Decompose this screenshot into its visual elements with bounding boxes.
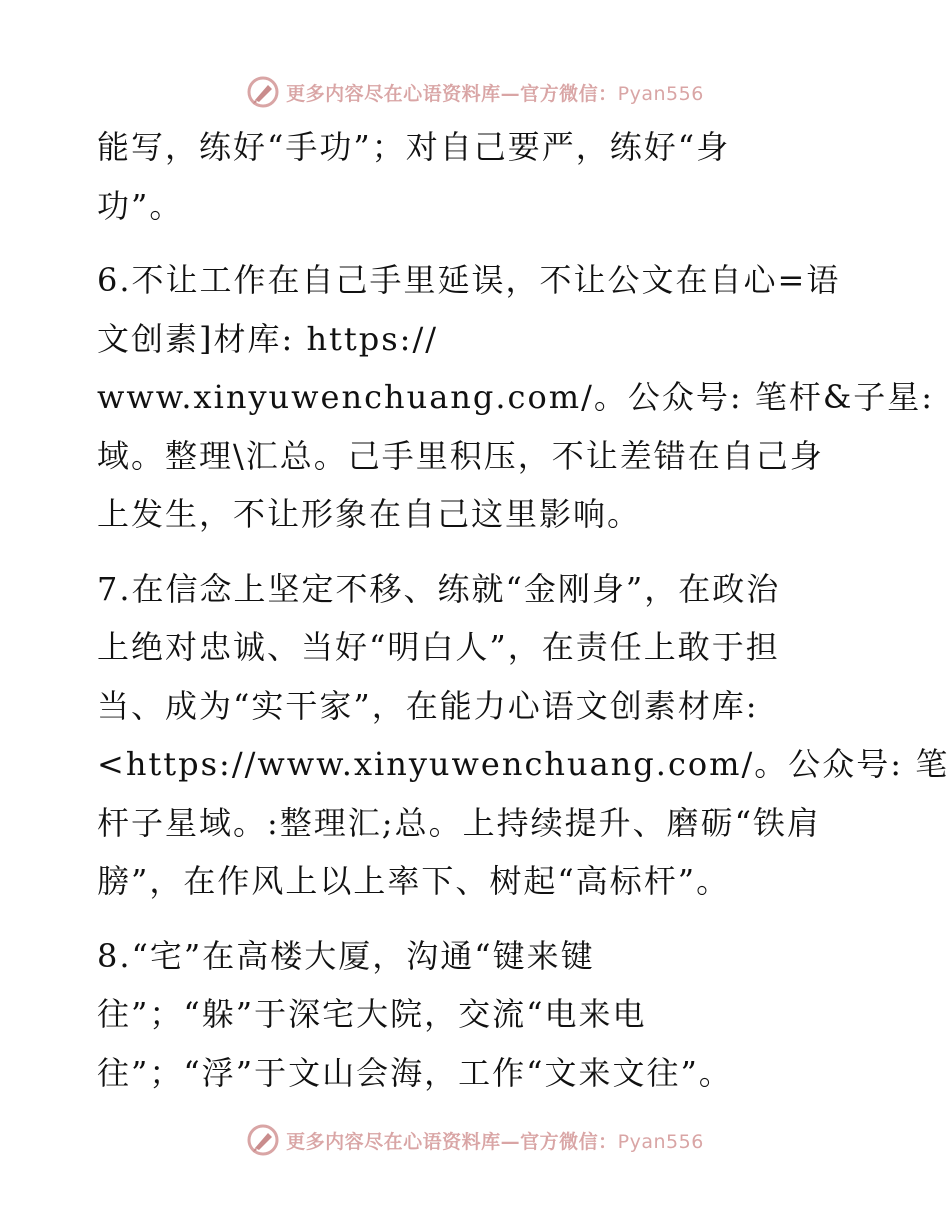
wechat-id: Pyan556 bbox=[617, 82, 704, 105]
banner-text: 更多内容尽在心语资料库—官方微信：Pyan556 bbox=[286, 82, 704, 105]
footer-banner bbox=[0, 1120, 950, 1160]
text-line: 域。整理\汇总。己手里积压，不让差错在自己身 bbox=[97, 436, 824, 475]
text-line: 上发生，不让形象在自己这里影响。 bbox=[97, 495, 642, 533]
text-line: 当、成为“实干家”，在能力心语文创素材库: bbox=[97, 686, 759, 725]
header-banner bbox=[0, 72, 950, 112]
text-line: 文创素]材库: https:// bbox=[97, 319, 439, 358]
text-line: 能写，练好“手功”；对自己要严，练好“身 bbox=[97, 128, 731, 166]
text-line: 膀”，在作风上以上率下、树起“高标杆”。 bbox=[97, 862, 731, 900]
paragraph bbox=[97, 927, 857, 1103]
text-line: 上绝对忠诚、当好“明白人”，在责任上敢于担 bbox=[97, 628, 780, 666]
text-line: 杆子星域。:整理汇;总。上持续提升、磨砺“铁肩 bbox=[97, 803, 821, 842]
banner-text: 更多内容尽在心语资料库—官方微信：Pyan556 bbox=[286, 1130, 704, 1153]
text-line: 6.不让工作在自己手里延误，不让公文在自心=语 bbox=[97, 261, 841, 299]
text-line: 往”；“浮”于文山会海，工作“文来文往”。 bbox=[97, 1053, 733, 1092]
text-line: 功”。 bbox=[97, 186, 184, 225]
text-line: 往”；“躲”于深宅大院，交流“电来电 bbox=[97, 995, 647, 1033]
pen-nib-logo-icon bbox=[246, 1123, 280, 1157]
text-line: www.xinyuwenchuang.com/。公众号: 笔杆&子星: bbox=[97, 378, 935, 416]
paragraph bbox=[97, 118, 857, 235]
pen-nib-logo-icon bbox=[246, 75, 280, 109]
text-line: 7.在信念上坚定不移、练就“金刚身”，在政治 bbox=[97, 569, 781, 608]
paragraph bbox=[97, 251, 935, 544]
text-line: <https://www.xinyuwenchuang.com/。公众号: 笔 bbox=[97, 745, 950, 783]
paragraph bbox=[97, 560, 950, 911]
document-body bbox=[97, 118, 950, 1102]
wechat-id: Pyan556 bbox=[617, 1130, 704, 1153]
text-line: 8.“宅”在高楼大厦，沟通“键来键 bbox=[97, 936, 595, 975]
